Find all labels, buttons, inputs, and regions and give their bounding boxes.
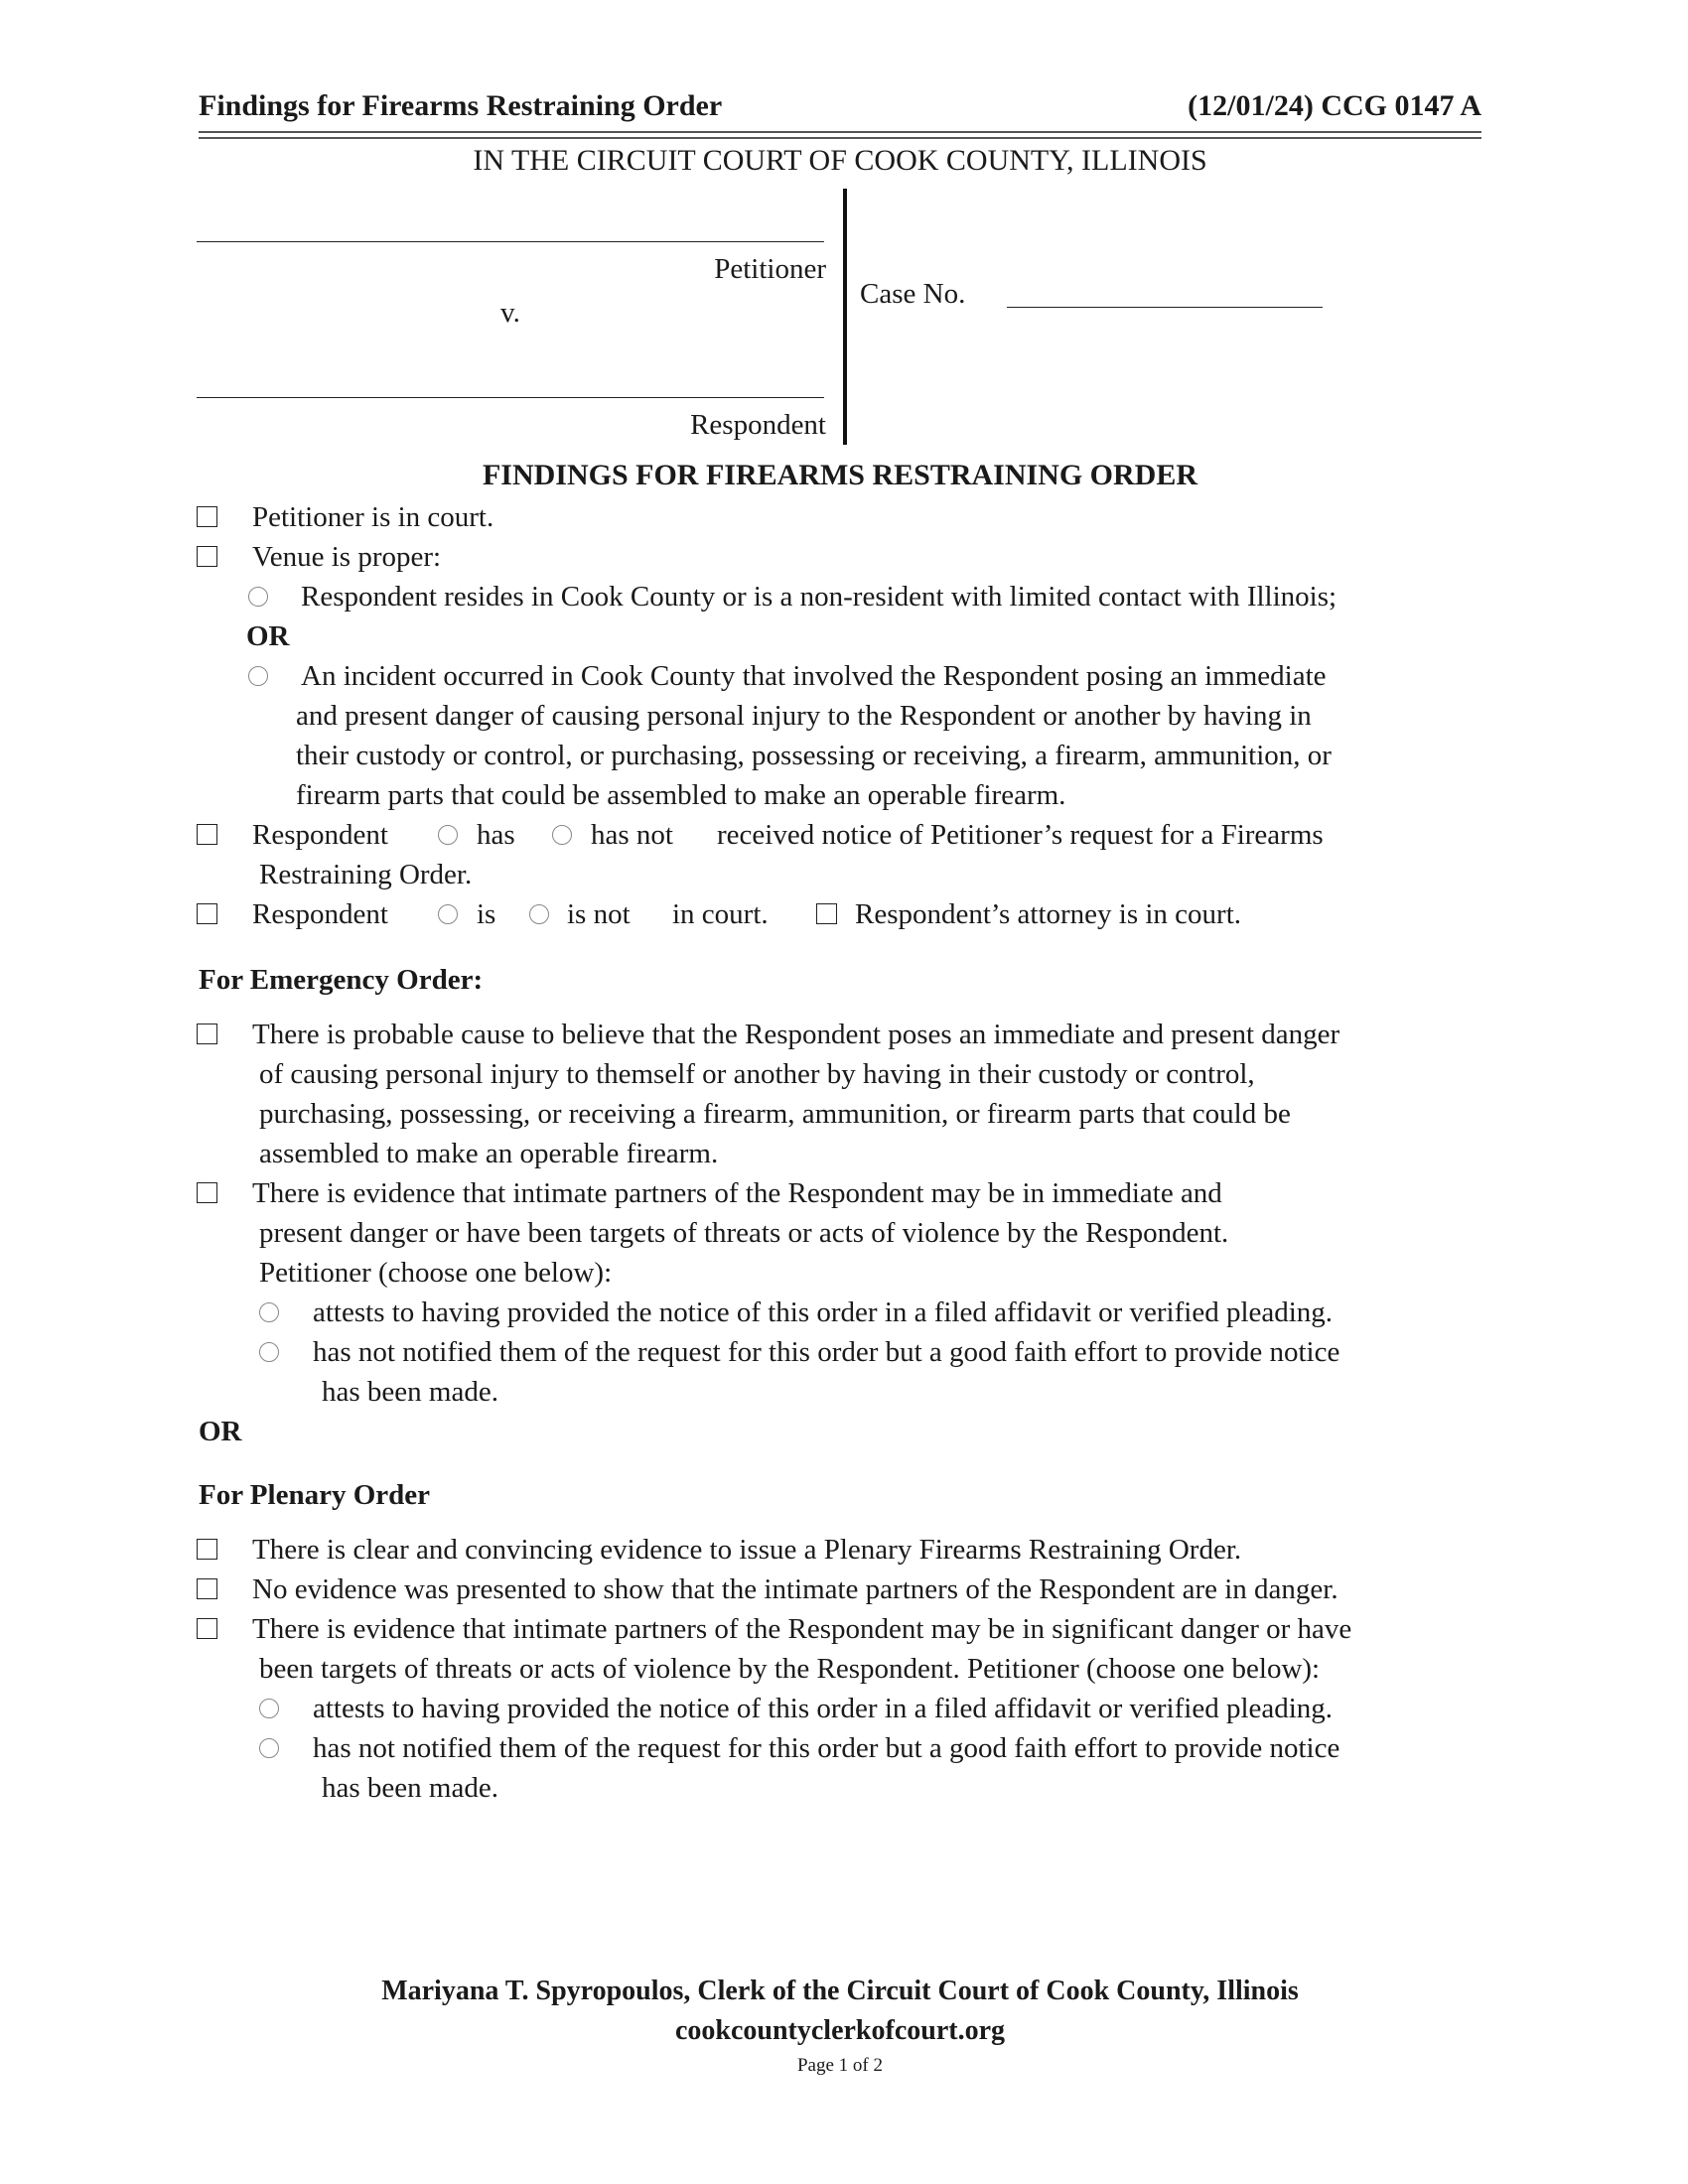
no-evidence-checkbox[interactable] xyxy=(197,1578,217,1599)
footer-clerk: Mariyana T. Spyropoulos, Clerk of the Circuit Court of Cook County, Illinois xyxy=(381,1976,1299,2006)
venue-resides-radio[interactable] xyxy=(248,587,268,607)
attorney-in-court-checkbox[interactable] xyxy=(816,903,837,924)
plenary-partners-checkbox[interactable] xyxy=(197,1618,217,1639)
court-title: IN THE CIRCUIT COURT OF COOK COUNTY, ILLINOIS xyxy=(473,144,1207,177)
respondent-in-court-checkbox[interactable] xyxy=(197,903,217,924)
incourt-is-radio[interactable] xyxy=(438,904,458,924)
plenary-not-notified-radio[interactable] xyxy=(259,1738,279,1758)
venue-incident-line: their custody or control, or purchasing, possessing or receiving, a firearm, ammunition, or xyxy=(296,740,1332,771)
emergency-attests-text: attests to having provided the notice of this order in a filed affidavit or verified pleading. xyxy=(313,1297,1334,1328)
caption-divider xyxy=(843,189,847,445)
clear-evidence-text: There is clear and convincing evidence to issue a Plenary Firearms Restraining Order. xyxy=(252,1534,1242,1566)
probable-cause-line: assembled to make an operable firearm. xyxy=(259,1138,719,1169)
page-number: Page 1 of 2 xyxy=(796,2055,883,2076)
form-title: Findings for Firearms Restraining Order xyxy=(199,89,723,122)
emergency-attests-radio[interactable] xyxy=(259,1302,279,1322)
venue-incident-radio[interactable] xyxy=(248,666,268,686)
probable-cause-line: There is probable cause to believe that the Respondent poses an immediate and present danger xyxy=(252,1019,1340,1050)
petitioner-label: Petitioner xyxy=(714,253,826,285)
venue-incident-line: firearm parts that could be assembled to make an operable firearm. xyxy=(296,779,1066,811)
clear-evidence-checkbox[interactable] xyxy=(197,1539,217,1560)
or-label-plenary: OR xyxy=(199,1416,242,1447)
document-title: FINDINGS FOR FIREARMS RESTRAINING ORDER xyxy=(482,459,1198,491)
no-evidence-text: No evidence was presented to show that the intimate partners of the Respondent are in danger. xyxy=(252,1573,1338,1605)
emergency-not-notified-text: has not notified them of the request for this order but a good faith effort to provide notice xyxy=(313,1336,1340,1368)
plenary-not-notified-text: has not notified them of the request for this order but a good faith effort to provide notice xyxy=(313,1732,1340,1764)
notice-rest-text: received notice of Petitioner’s request for a Firearms xyxy=(717,819,1324,851)
emergency-partners-line: There is evidence that intimate partners of the Respondent may be in immediate and xyxy=(252,1177,1222,1209)
notice-checkbox[interactable] xyxy=(197,824,217,845)
emergency-partners-line: Petitioner (choose one below): xyxy=(259,1257,613,1289)
venue-incident-line: and present danger of causing personal injury to the Respondent or another by having in xyxy=(296,700,1312,732)
incourt-is-label: is xyxy=(477,898,496,930)
case-no-field[interactable] xyxy=(1007,307,1323,308)
emergency-partners-checkbox[interactable] xyxy=(197,1182,217,1203)
notice-has-not-label: has not xyxy=(591,819,673,851)
case-no-label: Case No. xyxy=(860,278,966,310)
emergency-not-notified-text-2: has been made. xyxy=(322,1376,498,1408)
probable-cause-line: of causing personal injury to themself or another by having in their custody or control, xyxy=(259,1058,1255,1090)
incourt-respondent-label: Respondent xyxy=(252,898,388,930)
venue-incident-line: An incident occurred in Cook County that involved the Respondent posing an immediate xyxy=(301,660,1327,692)
plenary-not-notified-text-2: has been made. xyxy=(322,1772,498,1804)
versus-label: v. xyxy=(500,297,520,329)
probable-cause-line: purchasing, possessing, or receiving a firearm, ammunition, or firearm parts that could be xyxy=(259,1098,1291,1130)
form-number: (12/01/24) CCG 0147 A xyxy=(1188,89,1481,122)
petitioner-in-court-text: Petitioner is in court. xyxy=(252,501,494,533)
footer-website[interactable]: cookcountyclerkofcourt.org xyxy=(674,2015,1006,2046)
petitioner-in-court-checkbox[interactable] xyxy=(197,506,217,527)
notice-has-not-radio[interactable] xyxy=(552,825,572,845)
plenary-heading: For Plenary Order xyxy=(199,1479,431,1511)
emergency-heading: For Emergency Order: xyxy=(199,964,484,996)
header-rule-bottom xyxy=(199,137,1481,139)
plenary-partners-line: been targets of threats or acts of violence by the Respondent. Petitioner (choose one below): xyxy=(259,1653,1321,1685)
plenary-attests-text: attests to having provided the notice of this order in a filed affidavit or verified pleading. xyxy=(313,1693,1334,1724)
notice-line2-text: Restraining Order. xyxy=(259,859,473,890)
incourt-is-not-radio[interactable] xyxy=(529,904,549,924)
venue-proper-checkbox[interactable] xyxy=(197,546,217,567)
or-label-venue: OR xyxy=(246,620,290,652)
incourt-rest-text: in court. xyxy=(672,898,769,930)
emergency-partners-line: present danger or have been targets of threats or acts of violence by the Respondent. xyxy=(259,1217,1229,1249)
emergency-not-notified-radio[interactable] xyxy=(259,1342,279,1362)
probable-cause-checkbox[interactable] xyxy=(197,1024,217,1044)
respondent-line[interactable] xyxy=(197,397,824,398)
respondent-label: Respondent xyxy=(690,409,826,441)
notice-has-label: has xyxy=(477,819,515,851)
venue-proper-text: Venue is proper: xyxy=(252,541,442,573)
incourt-is-not-label: is not xyxy=(567,898,631,930)
attorney-in-court-text: Respondent’s attorney is in court. xyxy=(855,898,1242,930)
petitioner-line[interactable] xyxy=(197,241,824,242)
notice-has-radio[interactable] xyxy=(438,825,458,845)
plenary-partners-line: There is evidence that intimate partners of the Respondent may be in significant danger or have xyxy=(252,1613,1352,1645)
header-rule-top xyxy=(199,131,1481,133)
plenary-attests-radio[interactable] xyxy=(259,1699,279,1718)
notice-respondent-label: Respondent xyxy=(252,819,388,851)
venue-resides-text: Respondent resides in Cook County or is a non-resident with limited contact with Illinois; xyxy=(301,581,1337,613)
